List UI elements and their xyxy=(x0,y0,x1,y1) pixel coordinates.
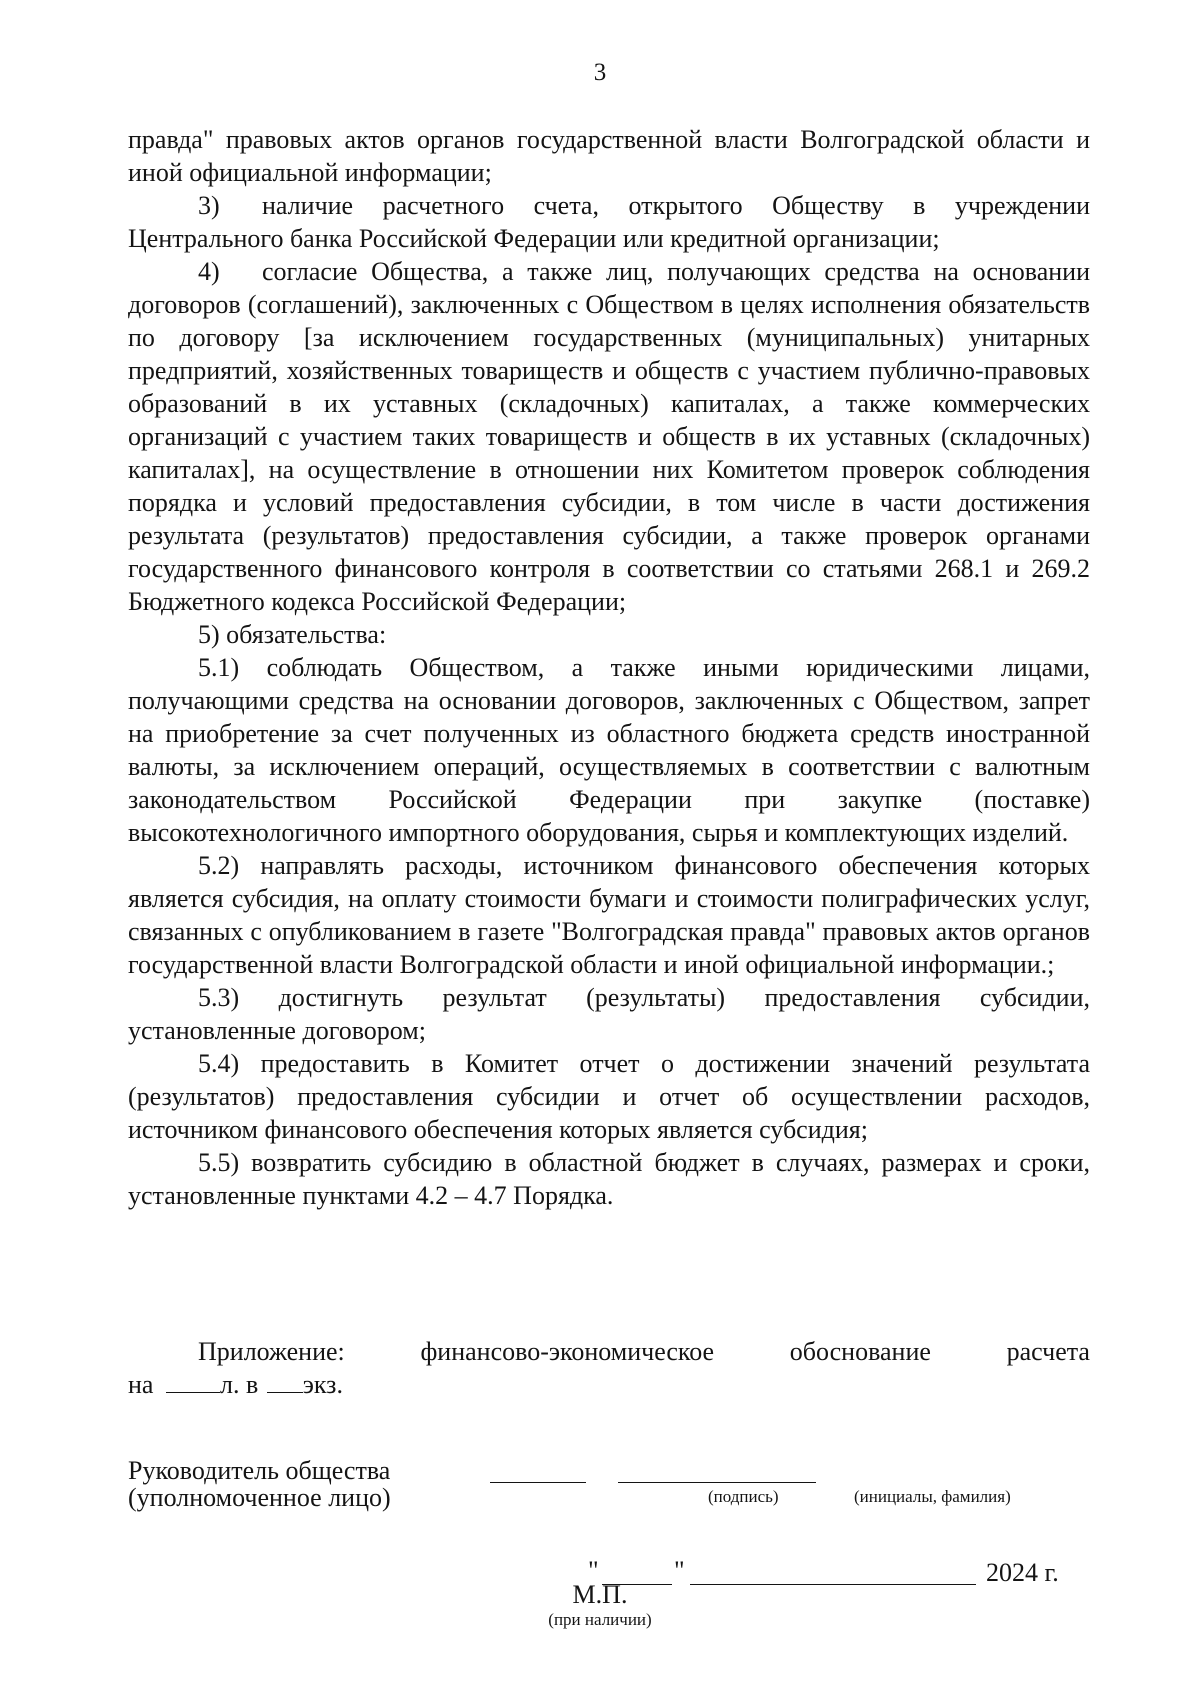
paragraph xyxy=(128,651,1090,849)
paragraph-text: 5.3) достигнуть результат (результаты) предоставления субсидии, установленные договором; xyxy=(128,983,1090,1045)
name-caption: (инициалы, фамилия) xyxy=(854,1487,1011,1506)
paragraph-text: 5.5) возвратить субсидию в областной бюджет в случаях, размерах и сроки, установленные пунктами 4.2 – 4.7 Порядка. xyxy=(128,1148,1090,1210)
document-body xyxy=(128,123,1090,1212)
signature-caption: (подпись) xyxy=(708,1487,779,1506)
paragraph xyxy=(128,123,1090,189)
stamp-note: (при наличии) xyxy=(548,1610,652,1629)
list-marker: 4) xyxy=(198,257,220,286)
paragraph xyxy=(128,981,1090,1047)
quote-close: " xyxy=(674,1556,685,1585)
year-label: 2024 г. xyxy=(986,1558,1059,1587)
signatory-label-line-1: Руководитель общества xyxy=(128,1456,391,1485)
paragraph xyxy=(128,618,1090,651)
signatory-label-line-2: (уполномоченное лицо) xyxy=(128,1483,391,1512)
paragraph xyxy=(128,189,1090,255)
stamp-label: М.П. xyxy=(572,1580,628,1609)
paragraph xyxy=(128,1146,1090,1212)
paragraph-text: согласие Общества, а также лиц, получающих средства на основании договоров (соглашений), заключенных с Обществом в целях исполнения обязательств по договору [за исключением государственных (муниципальных) унитарных предприятий, хозяйственных товариществ и обществ с участием публично-правовых образований в их уставных (складочных) капиталах, а также коммерческих организаций с участием таких товариществ и обществ в их уставных (складочных) капиталах], на осуществление в отношении них Комитетом проверок соблюдения порядка и условий предоставления субсидии, в том числе в части достижения результата (результатов) предоставления субсидии, а также проверок органами государственного финансового контроля в соответствии со статьями 268.1 и 269.2 Бюджетного кодекса Российской Федерации; xyxy=(128,257,1090,616)
annex-suffix: экз. xyxy=(302,1370,343,1399)
list-marker: 3) xyxy=(198,191,220,220)
signatory-label xyxy=(128,1457,468,1511)
annex-line-2 xyxy=(128,1368,1090,1401)
annex-word-4: расчета xyxy=(1006,1337,1090,1366)
signature-line[interactable] xyxy=(618,1481,816,1483)
paragraph-text: 5.1) соблюдать Обществом, а также иными юридическими лицами, получающими средства на основании договоров, заключенных с Обществом, запрет на приобретение за счет полученных из областного бюджета средств иностранной валюты, за исключением операций, осуществляемых в соответствии с валютным законодательством Российской Федерации при закупке (поставке) высокотехнологичного импортного оборудования, сырья и комплектующих изделий. xyxy=(128,653,1090,847)
annex-mid: л. в xyxy=(219,1370,259,1399)
signature-line-short[interactable] xyxy=(490,1481,586,1483)
paragraph xyxy=(128,255,1090,618)
copies-blank[interactable] xyxy=(267,1370,303,1393)
annex-line-1 xyxy=(128,1335,1090,1368)
sheets-blank[interactable] xyxy=(166,1370,220,1393)
paragraph-text: 5.4) предоставить в Комитет отчет о достижении значений результата (результатов) предоставления субсидии и отчет об осуществлении расходов, источником финансового обеспечения которых является субсидия; xyxy=(128,1049,1090,1144)
annex-word-1: Приложение: xyxy=(198,1337,345,1366)
paragraph xyxy=(128,1047,1090,1146)
annex-word-2: финансово-экономическое xyxy=(420,1337,715,1366)
paragraph-text: 5) обязательства: xyxy=(198,620,387,649)
paragraph-text: наличие расчетного счета, открытого Обществу в учреждении Центрального банка Российской Федерации или кредитной организации; xyxy=(128,191,1090,253)
paragraph xyxy=(128,849,1090,981)
paragraph-text: 5.2) направлять расходы, источником финансового обеспечения которых является субсидия, на оплату стоимости бумаги и стоимости полиграфических услуг, связанных с опубликованием в газете "Волгоградская правда" правовых актов органов государственной власти Волгоградской области и иной официальной информации.; xyxy=(128,851,1090,979)
paragraph-text: правда" правовых актов органов государственной власти Волгоградской области и иной официальной информации; xyxy=(128,125,1090,187)
page-number: 3 xyxy=(593,59,607,86)
annex-word-3: обоснование xyxy=(789,1337,931,1366)
annex-prefix: на xyxy=(128,1370,154,1399)
annex-note xyxy=(128,1335,1090,1401)
quote-open: " xyxy=(588,1556,599,1585)
